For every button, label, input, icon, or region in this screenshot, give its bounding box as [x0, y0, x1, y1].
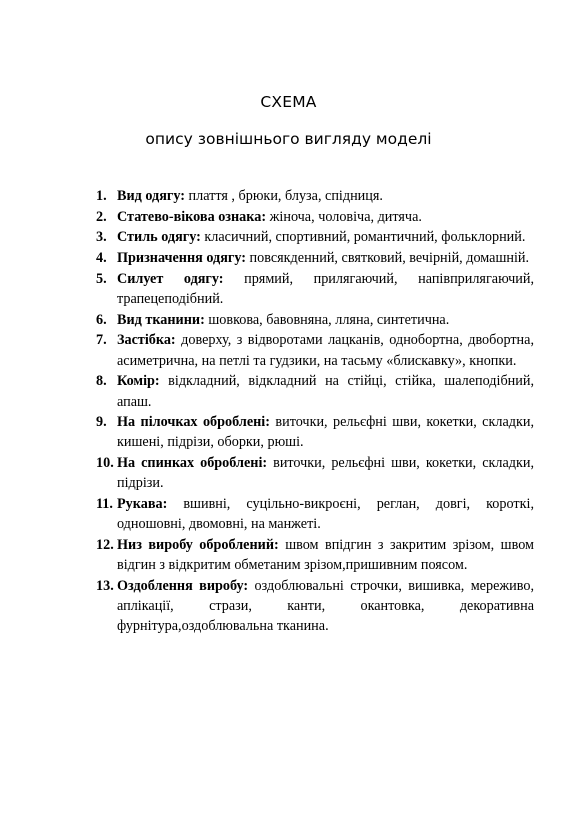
item-term: На спинках оброблені: [117, 455, 268, 472]
item-term: Комір: [117, 373, 160, 390]
description-scheme-list [96, 186, 534, 637]
item-term: Вид одягу: [117, 188, 185, 204]
list-item [96, 207, 534, 227]
item-number: 3. [96, 229, 107, 246]
item-number: 12. [96, 536, 114, 553]
item-term: Стиль одягу: [117, 229, 201, 246]
item-term: Оздоблення виробу: [117, 577, 249, 594]
item-body [117, 494, 534, 534]
item-body [117, 186, 534, 206]
item-term: Вид тканини: [117, 311, 205, 328]
item-text: швом впідгин з закритим зрізом, швом відгин з відкритим обметаним зрізом,пришивним поясом. [117, 536, 534, 574]
list-item [96, 248, 534, 268]
item-term: Застібка: [117, 332, 176, 349]
item-text: виточки, рельєфні шви, кокетки, складки, підрізи. [117, 455, 535, 492]
list-item [96, 412, 534, 452]
item-number: 2. [96, 208, 107, 225]
list-item [96, 576, 534, 637]
item-term: На пілочках оброблені: [117, 414, 270, 431]
item-number: 11. [96, 496, 113, 513]
item-text: повсякденний, святковий, вечірній, домашній. [245, 250, 530, 267]
item-number: 8. [96, 373, 107, 390]
list-item [96, 186, 534, 206]
item-number: 9. [96, 414, 107, 431]
list-item [96, 269, 534, 309]
item-body [117, 535, 534, 575]
item-text: виточки, рельєфні шви, кокетки, складки, кишені, підрізи, оборки, рюші. [117, 414, 535, 451]
item-text: вшивні, суцільно-викроєні, реглан, довгі, короткі, одношовні, двомовні, на манжеті. [117, 496, 534, 533]
item-text: плаття , брюки, блуза, спідниця. [184, 188, 383, 204]
item-number: 10. [96, 455, 114, 472]
item-term: Статево-вікова ознака: [117, 208, 267, 225]
item-body [117, 330, 534, 370]
item-number: 7. [96, 332, 107, 349]
page-title: СХЕМА [260, 93, 317, 111]
item-body [117, 269, 534, 309]
list-item [96, 535, 534, 575]
item-term: Низ виробу оброблений: [117, 536, 279, 553]
item-text: прямий, прилягаючий, напівприлягаючий, трапецеподібний. [117, 270, 534, 308]
item-text: жіноча, чоловіча, дитяча. [266, 208, 422, 225]
list-item [96, 453, 534, 493]
item-number: 5. [96, 270, 107, 287]
item-number: 4. [96, 250, 107, 267]
item-body [117, 207, 534, 227]
item-body [117, 310, 534, 330]
item-text: відкладний, відкладний на стійці, стійка, шалеподібний, апаш. [117, 373, 534, 410]
item-term: Рукава: [117, 496, 168, 513]
list-item [96, 330, 534, 370]
item-body [117, 371, 534, 411]
item-body [117, 227, 534, 247]
item-term: Силует одягу: [117, 270, 224, 287]
item-body [117, 248, 534, 268]
item-text: класичний, спортивний, романтичний, фольклорний. [200, 229, 526, 246]
item-number: 13. [96, 577, 114, 594]
page-subtitle: опису зовнішнього вигляду моделі [145, 130, 432, 148]
list-item [96, 371, 534, 411]
list-item [96, 227, 534, 247]
item-body [117, 453, 534, 493]
list-item [96, 494, 534, 534]
item-term: Призначення одягу: [117, 250, 246, 267]
item-text: шовкова, бавовняна, лляна, синтетична. [204, 311, 450, 328]
item-number: 1. [96, 188, 107, 204]
item-body [117, 576, 534, 637]
item-body [117, 412, 534, 452]
item-text: доверху, з відворотами лацканів, однобортна, двобортна, асиметрична, на петлі та гудзики, на тасьму «блискавку», кнопки. [117, 332, 534, 369]
list-item [96, 310, 534, 330]
item-text: оздоблювальні строчки, вишивка, мереживо, аплікації, стрази, канти, окантовка, декоративна фурнітура,оздоблювальна тканина. [117, 577, 535, 635]
item-number: 6. [96, 311, 107, 328]
